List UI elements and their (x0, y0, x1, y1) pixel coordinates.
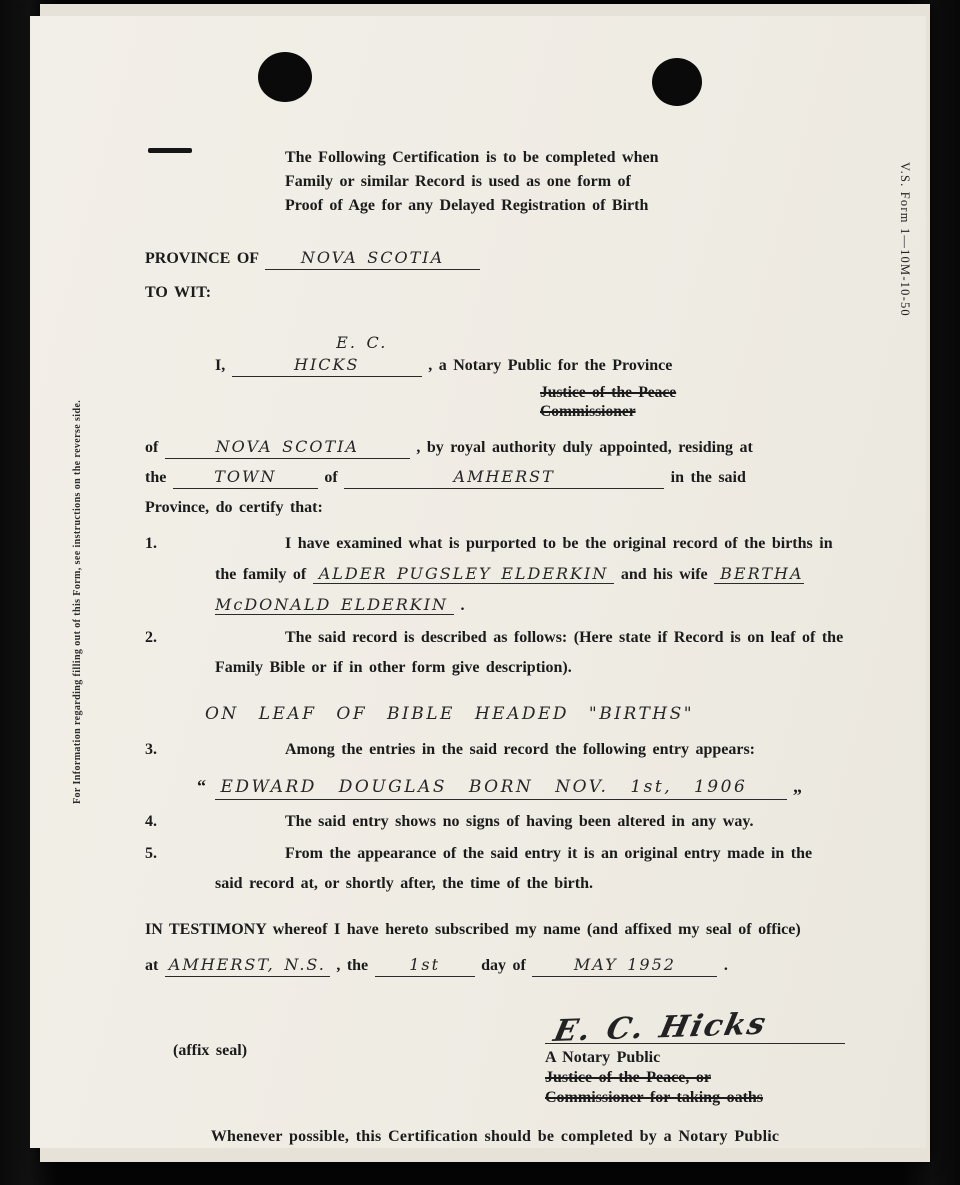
item-5-number: 5. (145, 845, 157, 862)
signature-title-notary: A Notary Public (545, 1049, 661, 1066)
header-line-3: Proof of Age for any Delayed Registration of Birth (285, 197, 649, 214)
form-number-vertical-label: V.S. Form 1—10M-10-50 (898, 162, 912, 317)
to-wit-label: TO WIT: (145, 284, 212, 301)
province-of-line (145, 433, 845, 463)
item-4 (145, 807, 845, 837)
item-1-number: 1. (145, 535, 157, 552)
province2-handwritten: NOVA SCOTIA (165, 436, 410, 459)
item-1-text-a: I have examined what is purported to be the original record of the births in the family of (215, 535, 833, 583)
day-handwritten: 1st (375, 954, 475, 977)
notary-signature-handwritten: E. C. Hicks (550, 1006, 771, 1049)
struck-justice-of-the-peace: Justice of the Peace (540, 384, 677, 401)
item-3-body: Among the entries in the said record the following entry appears: (285, 741, 755, 758)
header-line-1: The Following Certification is to be completed when (285, 149, 659, 166)
residence-line (145, 463, 845, 493)
item-1-period: . (460, 597, 465, 614)
item-3-number: 3. (145, 741, 157, 758)
item-1-body (215, 529, 845, 621)
signature-rule (545, 1006, 845, 1049)
item-1-text-b: and his wife (620, 566, 708, 583)
of-label: of (145, 439, 159, 456)
in-the-said-text: in the said (670, 469, 746, 486)
bible-entry-handwritten: EDWARD DOUGLAS BORN NOV. 1st, 1906 (215, 775, 787, 800)
entry-open-quote: “ (197, 776, 208, 796)
certification-form-paper (30, 16, 926, 1148)
after-name-text: , a Notary Public for the Province (428, 357, 673, 374)
header-line-2: Family or similar Record is used as one form of (285, 173, 631, 190)
i-label: I, (215, 357, 226, 374)
notary-name-handwritten: E. C. HICKS (232, 332, 422, 377)
at-label: at (145, 957, 159, 974)
entry-close-quote: „ (793, 776, 804, 796)
item-5-body: From the appearance of the said entry it is an original entry made in the said record at, or shortly after, the time of the birth. (215, 845, 813, 892)
the-date-label: , the (336, 957, 369, 974)
wife-name-handwritten: BERTHA McDONALD ELDERKIN (215, 564, 804, 614)
of2-label: of (324, 469, 338, 486)
struck-commissioner: Commissioner (540, 403, 636, 420)
month-year-handwritten: MAY 1952 (532, 954, 717, 977)
punch-hole-left (258, 52, 312, 102)
struck-title-commissioner: Commissioner for taking oaths (545, 1089, 764, 1106)
province-handwritten-value: NOVA SCOTIA (265, 247, 480, 270)
signature-section (145, 1006, 845, 1108)
item-2 (145, 623, 845, 683)
family-name-handwritten: ALDER PUGSLEY ELDERKIN (313, 564, 615, 584)
province-line (145, 244, 845, 274)
testimony-line: IN TESTIMONY whereof I have hereto subscribed my name (and affixed my seal of office) (145, 921, 801, 938)
header-note (285, 146, 710, 218)
municipality-name-handwritten: AMHERST (344, 466, 664, 489)
footer-note: Whenever possible, this Certification should be completed by a Notary Public (210, 1128, 780, 1145)
item-5 (145, 839, 845, 899)
bible-entry-row (197, 771, 845, 803)
item-4-number: 4. (145, 813, 157, 830)
struck-alternate-titles (540, 383, 845, 421)
day-of-label: day of (481, 957, 526, 974)
date-period: . (723, 957, 728, 974)
form-content (145, 128, 845, 1152)
punch-hole-right (652, 58, 702, 106)
item-3 (145, 735, 845, 765)
place-handwritten: AMHERST, N.S. (165, 954, 330, 977)
item-2-body: The said record is described as follows: (Here state if Record is on leaf of the Family Bible or if in other form give description). (215, 629, 844, 676)
appointed-text: , by royal authority duly appointed, residing at (416, 439, 753, 456)
municipality-type-handwritten: TOWN (173, 466, 318, 489)
affix-seal-label: (affix seal) (173, 1042, 248, 1059)
left-margin-instructions: For Information regarding filling out of this Form, see instructions on the reverse side. (72, 399, 83, 804)
item-1 (145, 529, 845, 621)
signature-block (545, 1006, 845, 1108)
item-4-body: The said entry shows no signs of having been altered in any way. (285, 813, 754, 830)
struck-title-justice: Justice of the Peace, or (545, 1069, 711, 1086)
the-label: the (145, 469, 167, 486)
record-description-handwritten: ON LEAF OF BIBLE HEADED "BIRTHS" (205, 704, 695, 724)
province-label: PROVINCE OF (145, 250, 259, 267)
testimony-place-date-line (145, 951, 845, 981)
certify-line: Province, do certify that: (145, 499, 323, 516)
item-2-number: 2. (145, 629, 157, 646)
notary-declaration-line (145, 332, 845, 381)
